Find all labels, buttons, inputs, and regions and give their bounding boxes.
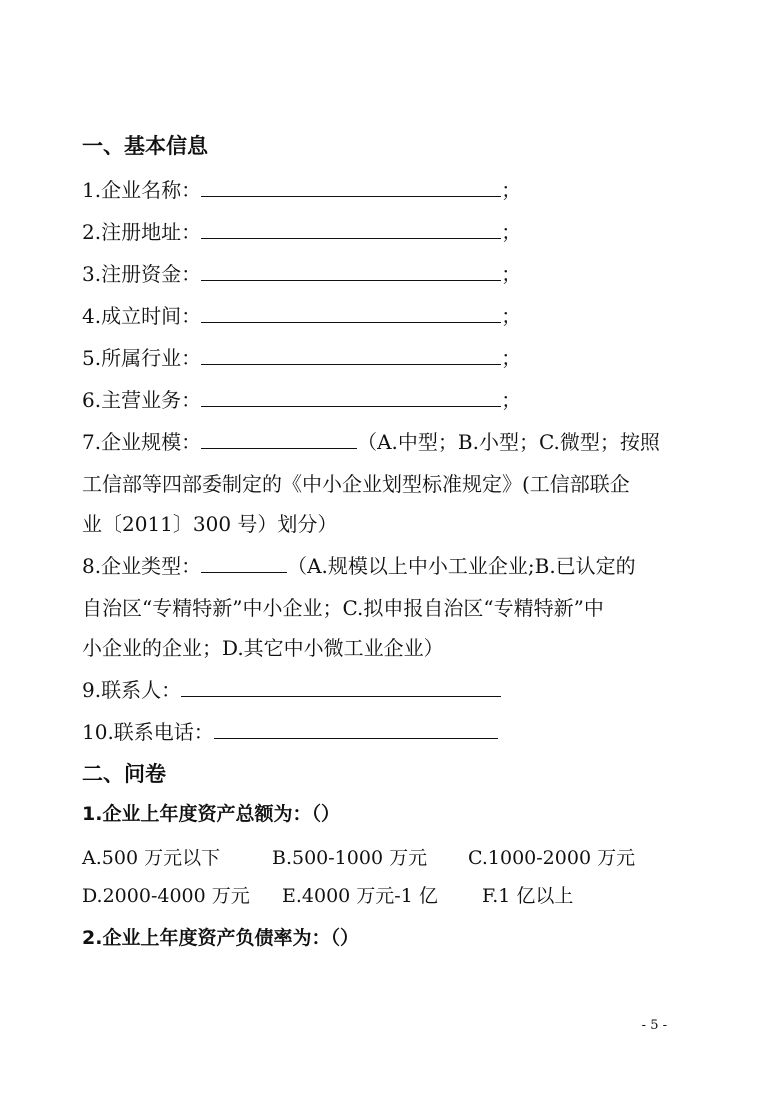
field-label: 5.所属行业： bbox=[82, 346, 202, 370]
field-label: 2.注册地址： bbox=[82, 220, 202, 244]
scale-note-line-2: 工信部等四部委制定的《中小企业划型标准规定》(工信部联企 bbox=[82, 472, 630, 496]
contact-person-blank[interactable] bbox=[181, 678, 501, 697]
type-note-line-2: 自治区“专精特新”中小企业；C.拟申报自治区“专精特新”中 bbox=[82, 596, 604, 620]
question-1-options-row-1 bbox=[82, 845, 682, 871]
question-1: 1.企业上年度资产总额为：（） bbox=[82, 803, 340, 825]
field-enterprise-scale bbox=[82, 429, 682, 455]
industry-blank[interactable] bbox=[201, 346, 501, 365]
field-label: 1.企业名称： bbox=[82, 178, 202, 202]
question-1-options-row-2 bbox=[82, 883, 682, 909]
q1-option-f[interactable]: F.1 亿以上 bbox=[482, 885, 574, 907]
enterprise-scale-blank[interactable] bbox=[201, 430, 357, 449]
field-label: 6.主营业务： bbox=[82, 388, 202, 412]
q1-option-b[interactable]: B.500-1000 万元 bbox=[272, 847, 428, 869]
section-basic-info-title: 一、基本信息 bbox=[82, 134, 208, 158]
q1-option-c[interactable]: C.1000-2000 万元 bbox=[468, 847, 636, 869]
field-label: 3.注册资金： bbox=[82, 262, 202, 286]
field-contact-phone bbox=[82, 719, 682, 745]
field-label: 4.成立时间： bbox=[82, 304, 202, 328]
field-established-date: 4.成立时间： ； bbox=[82, 304, 522, 328]
field-industry: 5.所属行业： ； bbox=[82, 346, 522, 370]
field-contact-person bbox=[82, 677, 682, 703]
q1-option-a[interactable]: A.500 万元以下 bbox=[82, 847, 221, 869]
q1-option-e[interactable]: E.4000 万元-1 亿 bbox=[282, 885, 438, 907]
scale-note-line-3: 业〔2011〕300 号）划分） bbox=[82, 512, 338, 536]
field-enterprise-type bbox=[82, 553, 682, 579]
field-main-business: 6.主营业务： ； bbox=[82, 388, 522, 412]
enterprise-type-blank[interactable] bbox=[201, 554, 287, 573]
field-label: 8.企业类型： bbox=[82, 554, 202, 578]
section-questionnaire-title: 二、问卷 bbox=[82, 762, 166, 786]
type-note-line-3: 小企业的企业；D.其它中小微工业企业） bbox=[82, 636, 444, 660]
field-registered-address: 2.注册地址： ； bbox=[82, 220, 522, 244]
field-label: 7.企业规模： bbox=[82, 430, 202, 454]
established-date-blank[interactable] bbox=[201, 304, 501, 323]
field-registered-capital: 3.注册资金： ； bbox=[82, 262, 522, 286]
type-options-text: （A.规模以上中小工业企业;B.已认定的 bbox=[287, 554, 636, 578]
contact-phone-blank[interactable] bbox=[214, 720, 498, 739]
page-number: - 5 - bbox=[641, 1018, 667, 1033]
question-2: 2.企业上年度资产负债率为：（） bbox=[82, 927, 359, 949]
main-business-blank[interactable] bbox=[201, 388, 501, 407]
company-name-blank[interactable] bbox=[201, 178, 501, 197]
field-label: 10.联系电话： bbox=[82, 720, 214, 744]
scale-options-text: （A.中型；B.小型；C.微型；按照 bbox=[357, 430, 660, 454]
q1-option-d[interactable]: D.2000-4000 万元 bbox=[82, 885, 250, 907]
registered-address-blank[interactable] bbox=[201, 220, 501, 239]
field-label: 9.联系人： bbox=[82, 678, 182, 702]
field-company-name: 1.企业名称： ； bbox=[82, 178, 522, 202]
registered-capital-blank[interactable] bbox=[201, 262, 501, 281]
